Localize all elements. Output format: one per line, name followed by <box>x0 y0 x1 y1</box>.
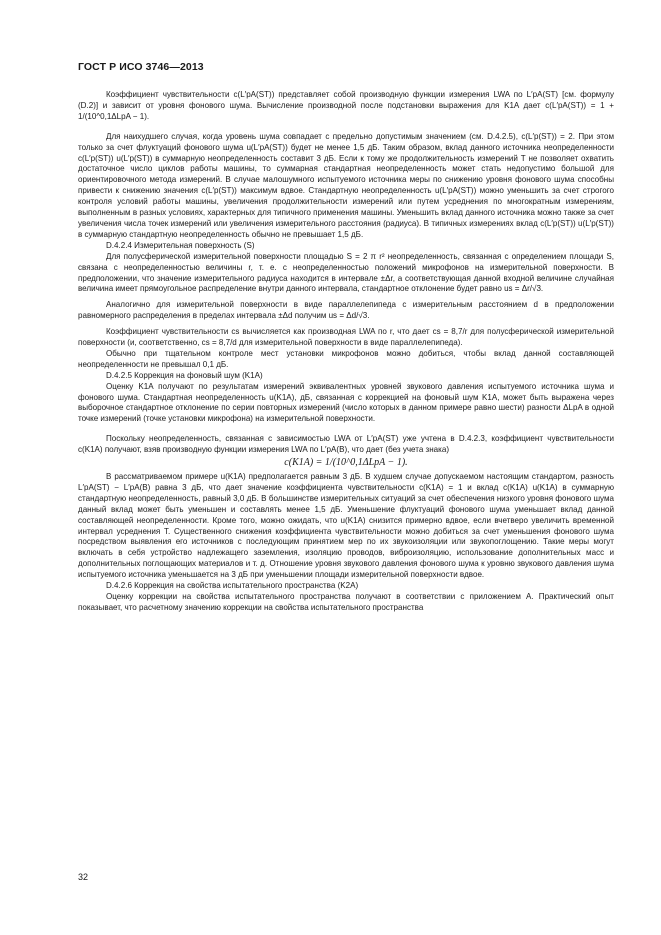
paragraph-hemisphere-surface: Для полусферической измерительной поверхности площадью S = 2 π r² неопределенность, связанная с определением площади S, связана с неопределенностью величины r, т. е. с неопределенностью положений микрофонов на измерительной поверхности. В предположении, что значение измерительного радиуса находится в интервале ±Δr, а соответствующая данной входной величине случайная величина имеет прямоугольное распределение внутри данного интервала, стандартное отклонение будет равно us = Δr/√3. <box>78 251 614 294</box>
paragraph-worst-case: Для наихудшего случая, когда уровень шума совпадает с предельно допустимым значением (см. D.4.2.5), c(L′p(ST)) = 2. При этом только за счет флуктуаций фонового шума u(L′pA(ST)) будет не менее 1,5 дБ. Таким образом, вклад данного источника неопределенности c(L′p(ST)) u(L′p(ST)) в суммарную неопределенность составит 3 дБ. Если к тому же продолжительность измерений T не позволяет охватить достаточное число циклов работы машины, то суммарная стандартная неопределенность может стать недопустимо большой для ориентировочного метода измерений. В случае малошумного испытуемого источника меры по снижению уровня фонового шума способны привести к снижению значения c(L′p(ST)) максимум вдвое. Стандартную неопределенность u(L′pA(ST)) можно уменьшить за счет строгого контроля условий работы машины, увеличения продолжительности измерений или путем усреднения по многократным измерениям, выполненным в разных условиях, характерных для типичного применения машины. Уменьшить вклад данного источника можно также за счет увеличения числа точек измерений или увеличения измерительного расстояния (радиуса). В типичных измерениях вклад c(L′p(ST)) u(L′p(ST)) в суммарную стандартную неопределенность обычно не превышает 1,5 дБ. <box>78 131 614 239</box>
section-heading-d426: D.4.2.6 Коррекция на свойства испытательного пространства (K2A) <box>106 581 359 591</box>
page-body <box>78 90 614 614</box>
paragraph-k1a-estimate: Оценку K1A получают по результатам измерений эквивалентных уровней звукового давления испытуемого источника шума и фонового шума. Стандартная неопределенность u(K1A), дБ, связанная с коррекцией на фоновый шум K1A, может быть выражена через выборочное стандартное отклонение по серии повторных измерений (число которых в данном примере равно шести) разности ΔLpA в одной точке измерений (точке установки микрофона) на измерительной поверхности. <box>78 381 614 424</box>
page-number: 32 <box>78 872 89 882</box>
paragraph-k1a-sensitivity: Поскольку неопределенность, связанная с зависимостью LWA от L′pA(ST) уже учтена в D.4.2.3, коэффициент чувствительности c(K1A) получают, взяв производную функции измерения LWA по L′pA(B), что дает (без учета знака) <box>78 434 614 455</box>
paragraph-k1a-example: В рассматриваемом примере u(K1A) предполагается равным 3 дБ. В худшем случае допускаемом настоящим стандартом, разность L′pA(ST) − L′pA(B) равна 3 дБ, что дает значение коэффициента чувствительности c(K1A) = 1 и вклад c(K1A) u(K1A) в суммарную стандартную неопределенность, равный 3,0 дБ. В большинстве измерительных ситуаций за счет обеспечения низкого уровня фонового шума данный вклад может быть уменьшен и составлять менее 1,5 дБ. Уменьшение флуктуаций фонового шума уменьшает вклад данной составляющей неопределенности. Кроме того, можно ожидать, что u(K1A) снизится примерно вдвое, если вчетверо увеличить временной интервал усреднения T. Существенного снижения коэффициента чувствительности можно добиться за счет уменьшения фонового шума посредством выявления его источников с последующим принятием мер по их звукоизоляции или звукопоглощению. Такие меры могут включать в себя устройство надлежащего заземления, изоляцию проводов, виброизоляцию, использование дополнительных масс и дополнительных поглощающих материалов и т. д. Отношение уровня звукового давления фонового шума к уровню звукового давления шума испытуемого источника уменьшается на 3 дБ при уменьшении площади измерительной поверхности вдвое. <box>78 472 614 580</box>
paragraph-microphone-control: Обычно при тщательном контроле мест установки микрофонов можно добиться, чтобы вклад данной составляющей неопределенности не превышал 0,1 дБ. <box>78 348 614 369</box>
paragraph-cs-coefficient: Коэффициент чувствительности cs вычисляется как производная LWA по r, что дает cs = 8,7/r для полусферической измерительной поверхности (и, соответственно, cs = 8,7/d для измерительной поверхности в виде параллелепипеда). <box>78 327 614 348</box>
section-heading-d425: D.4.2.5 Коррекция на фоновый шум (K1A) <box>106 370 263 380</box>
section-heading-d424: D.4.2.4 Измерительная поверхность (S) <box>106 240 255 250</box>
paragraph-parallelepiped-surface: Аналогично для измерительной поверхности в виде параллелепипеда с измерительным расстоянием d в предположении равномерного распределения в пределах интервала ±Δd получим us = Δd/√3. <box>78 300 614 321</box>
paragraph-k2a-estimate: Оценку коррекции на свойства испытательного пространства получают в соответствии с приложением А. Практический опыт показывает, что расчетному значению коррекции на свойства испытательного пространства <box>78 591 614 612</box>
paragraph-sensitivity-coefficient: Коэффициент чувствительности c(L′pA(ST)) представляет собой производную функции измерения LWA по L′pA(ST) [см. формулу (D.2)] и зависит от уровня фонового шума. Вычисление производной после подстановки выражения для K1A дает c(L′pA(ST)) = 1 + 1/(10^0,1ΔLpA − 1). <box>78 90 614 121</box>
formula-c-k1a: c(K1A) = 1/(10^0,1ΔLpA − 1). <box>284 457 408 469</box>
document-header: ГОСТ Р ИСО 3746—2013 <box>78 61 204 73</box>
